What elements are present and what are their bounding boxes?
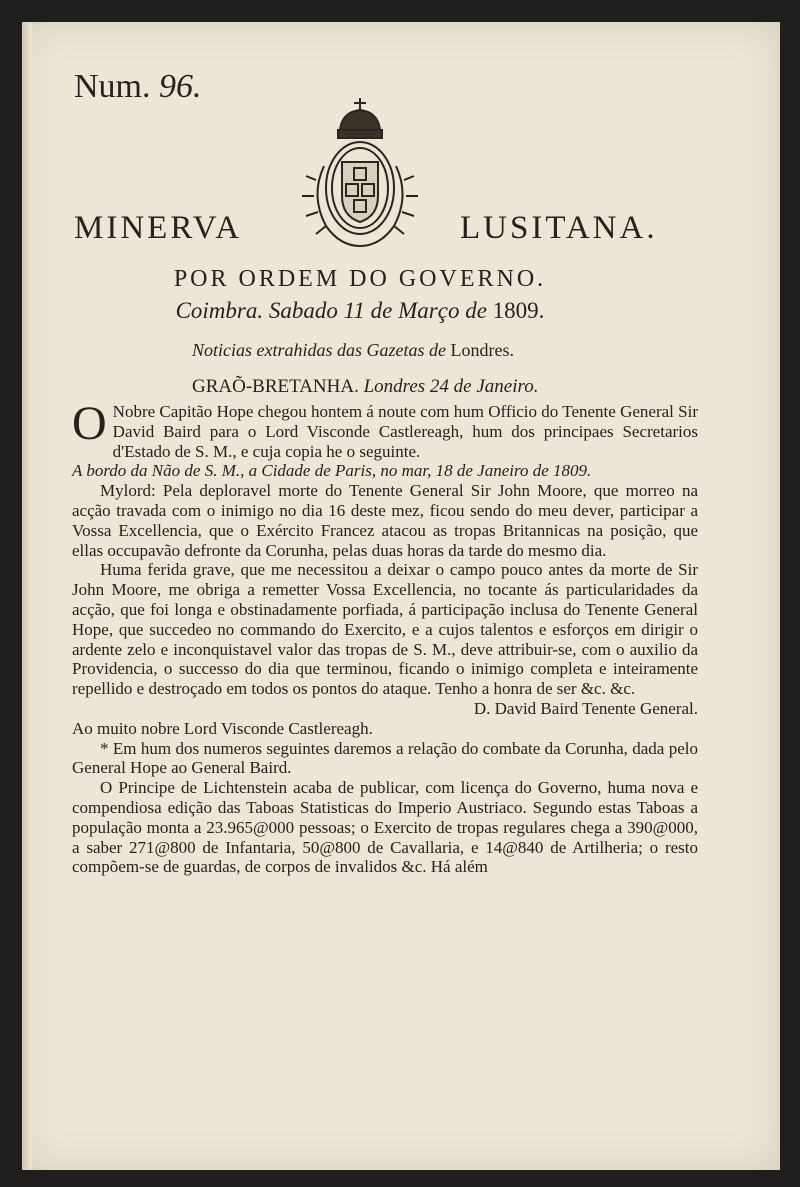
masthead-subtitle: POR ORDEM DO GOVERNO. (173, 266, 547, 292)
notice-italic: Noticias extrahidas das Gazetas de (192, 340, 446, 360)
paragraph-2: A bordo da Não de S. M., a Cidade de Paris, no mar, 18 de Janeiro de 1809. (72, 461, 592, 481)
issue-date (22, 298, 698, 324)
paragraph-6: * Em hum dos numeros seguintes daremos a relação do combate da Corunha, dada pelo General Hope ao General Baird. (72, 738, 698, 778)
paragraph-3: Mylord: Pela deploravel morte do Tenente General Sir John Moore, que morreo na acção travada com o inimigo no dia 16 deste mez, ficou sendo do meu dever, participar a Vossa Excellencia, que o Exército Francez atacou as tropas Britannicas na posição, que ellas occupavão defronte da Corunha, pelas duas horas da tarde do mesmo dia. (72, 481, 698, 560)
issue-number-handwritten: 96. (159, 68, 202, 105)
notice-plain: Londres. (450, 340, 514, 360)
paragraph-1-text: Nobre Capitão Hope chegou hontem á noute com hum Officio do Tenente General Sir David Baird para o Lord Visconde Castlereagh, hum dos principaes Secretarios d'Estado de S. M., e cuja copia he o seguinte. (112, 402, 698, 461)
issue-date-text: Coimbra. Sabado 11 de Março de (175, 298, 487, 323)
drop-cap: O (72, 397, 107, 450)
issue-number (74, 68, 202, 106)
issue-year: 1809. (492, 298, 545, 323)
country-dateline: Londres 24 de Janeiro. (363, 376, 539, 397)
newspaper-page (22, 22, 780, 1170)
masthead-title-right: LUSITANA. (460, 210, 658, 246)
section-notice (192, 340, 514, 361)
signature: D. David Baird Tenente General. (473, 698, 698, 718)
paragraph-7: O Principe de Lichtenstein acaba de publicar, com licença do Governo, huma nova e compendiosa edição das Taboas Statisticas do Imperio Austriaco. Segundo estas Taboas a população monta a 23.965@000 pessoas; o Exercito de tropas regulares chega a 390@000, a saber 271@800 de Infantaria, 50@800 de Cavallaria, e 14@840 de Artilheria; o resto compõem-se de guardas, de corpos de invalidos &c. Há além (72, 778, 698, 877)
paragraph-4: Huma ferida grave, que me necessitou a deixar o campo pouco antes da morte de Sir John Moore, me obriga a remetter Vossa Excellencia, no tocante ás particularidades da acção, que foi longa e obstinadamente porfiada, á participação inclusa do Tenente General Hope, que succedeo no commando do Exercito, e a cujos talentos e esforços em dirigir o ardente zelo e inconquistavel valor das tropas de S. M., deve attribuir-se, com o auxilio da Providencia, o successo do dia que terminou, ficando o inimigo completa e inteiramente repellido e destroçado em todos os pontos do ataque. Tenho a honra de ser &c. &c. (72, 560, 698, 699)
country-name: GRAÕ-BRETANHA. (192, 376, 359, 397)
paragraph-1 (72, 397, 698, 461)
paragraph-5: Ao muito nobre Lord Visconde Castlereagh. (72, 718, 373, 738)
section-heading (192, 376, 538, 398)
masthead-title-left: MINERVA (74, 210, 243, 246)
page-spine (22, 22, 32, 1170)
royal-coat-of-arms-icon (280, 96, 440, 256)
issue-number-label: Num. (74, 68, 151, 105)
article-body (72, 397, 698, 877)
